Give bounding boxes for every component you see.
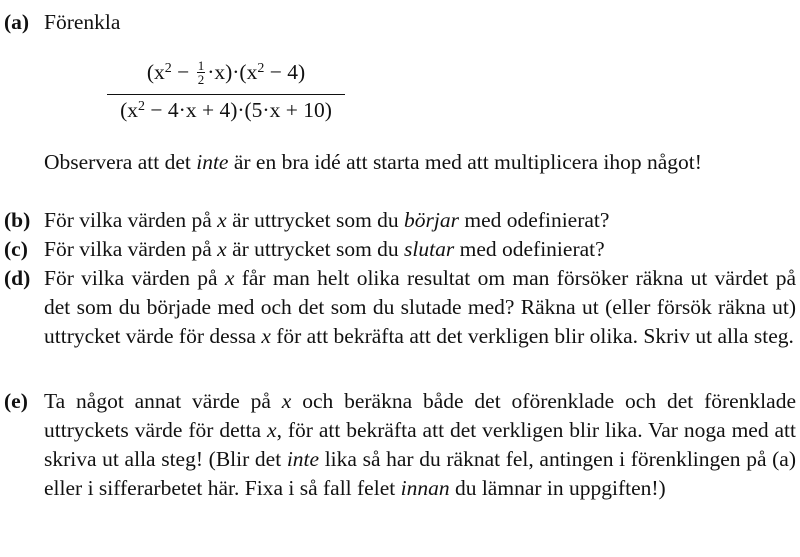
fraction-expression bbox=[107, 58, 345, 128]
one-half: $\frac{1}{2}$ bbox=[197, 57, 205, 87]
item-d-text: För vilka värden på x får man helt olika resultat om man försöker räkna ut värdet på det som du började med och det som du slutade med? Räkna ut (eller försök räkna ut) uttrycket värde för dessa x för att bekräfta att det verkligen blir olika. Skriv ut alla steg. bbox=[44, 266, 796, 348]
item-a-label: (a) bbox=[4, 10, 30, 34]
item-c-text: För vilka värden på x är uttrycket som du slutar med odefinierat? bbox=[44, 237, 605, 261]
item-b-label: (b) bbox=[4, 208, 31, 232]
note-paragraph: Observera att det inte är en bra idé att starta med att multiplicera ihop något! bbox=[44, 150, 702, 174]
fraction-denominator: $(x^2 - 4\cdot x + 4)\cdot(5\cdot x + 10)$ bbox=[120, 98, 332, 122]
item-a-text: Förenkla bbox=[44, 10, 121, 34]
item-d-label: (d) bbox=[4, 266, 31, 290]
item-b-text: För vilka värden på x är uttrycket som du börjar med odefinierat? bbox=[44, 208, 610, 232]
item-c-label: (c) bbox=[4, 237, 28, 261]
item-e-label: (e) bbox=[4, 389, 28, 413]
fraction-numerator: ($x^2$ − $\frac{1}{2}$ $\cdot x)\cdot(x^2 - 4)$ bbox=[146, 57, 306, 87]
item-e-text: Ta något annat värde på x och beräkna både det oförenklade och det förenklade uttryckets värde för detta x, för att bekräfta att det verkligen blir lika. Var noga med att skriva ut alla steg! (Blir det inte lika så har du räknat fel, antingen i förenklingen på (a) eller i sifferarbetet här. Fixa i så fall felet innan du lämnar in uppgiften!) bbox=[44, 389, 796, 500]
